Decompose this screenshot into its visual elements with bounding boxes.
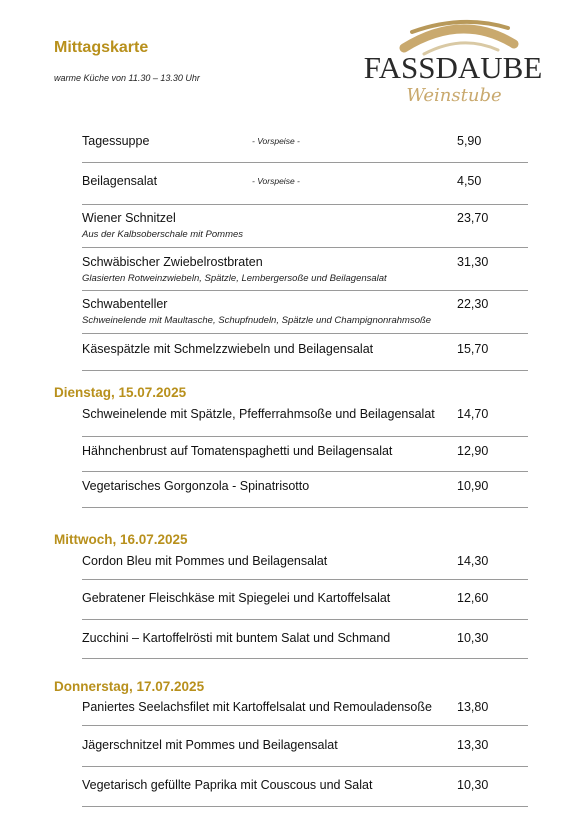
dish-name: Vegetarisch gefüllte Paprika mit Couscous und Salat	[82, 778, 373, 792]
fassdaube-logo	[342, 14, 564, 106]
dish-price: 23,70	[457, 211, 489, 225]
menu-item	[82, 549, 528, 580]
dish-name: Beilagensalat	[82, 174, 158, 188]
menu-item	[82, 402, 528, 437]
dish-price: 12,60	[457, 591, 489, 605]
dish-price: 10,90	[457, 479, 489, 493]
menu-title: Mittagskarte	[54, 39, 149, 56]
menu-item	[82, 767, 528, 807]
dish-category: - Vorspeise -	[252, 136, 300, 146]
dish-name: Zucchini – Kartoffelrösti mit buntem Salat und Schmand	[82, 631, 391, 645]
menu-item	[82, 291, 528, 334]
dish-price: 13,30	[457, 738, 489, 752]
dish-price: 10,30	[457, 631, 489, 645]
dish-description: Schweinelende mit Maultasche, Schupfnudeln, Spätzle und Champignonrahmsoße	[82, 315, 432, 326]
logo-name: FASSDAUBE	[363, 50, 543, 85]
dish-name: Schweinelende mit Spätzle, Pfefferrahmsoße und Beilagensalat	[82, 407, 435, 421]
dish-price: 13,80	[457, 700, 489, 714]
dish-name: Gebratener Fleischkäse mit Spiegelei und Kartoffelsalat	[82, 591, 391, 605]
dish-price: 10,30	[457, 778, 489, 792]
menu-item	[82, 205, 528, 248]
dish-description: Aus der Kalbsoberschale mit Pommes	[82, 229, 244, 240]
menu-item	[82, 163, 528, 205]
menu-item	[82, 696, 528, 726]
dish-price: 14,30	[457, 554, 489, 568]
dish-name: Schwäbischer Zwiebelrostbraten	[82, 255, 263, 269]
dish-price: 22,30	[457, 297, 489, 311]
dish-price: 14,70	[457, 407, 489, 421]
dish-price: 12,90	[457, 444, 489, 458]
menu-item	[82, 580, 528, 620]
menu-item	[82, 472, 528, 508]
dish-name: Jägerschnitzel mit Pommes und Beilagensalat	[82, 738, 338, 752]
menu-item	[82, 620, 528, 659]
dish-name: Paniertes Seelachsfilet mit Kartoffelsalat und Remouladensoße	[82, 700, 432, 714]
menu-subtitle: warme Küche von 11.30 – 13.30 Uhr	[54, 73, 200, 83]
dish-category: - Vorspeise -	[252, 176, 300, 186]
dish-name: Tagessuppe	[82, 134, 150, 148]
dish-price: 31,30	[457, 255, 489, 269]
dish-name: Hähnchenbrust auf Tomatenspaghetti und Beilagensalat	[82, 444, 393, 458]
dish-price: 4,50	[457, 174, 482, 188]
menu-item	[82, 334, 528, 371]
day-heading: Mittwoch, 16.07.2025	[54, 532, 188, 547]
menu-item	[82, 248, 528, 291]
dish-price: 5,90	[457, 134, 482, 148]
dish-name: Käsespätzle mit Schmelzzwiebeln und Beilagensalat	[82, 342, 374, 356]
menu-item	[82, 437, 528, 472]
menu-item	[82, 726, 528, 767]
dish-name: Schwabenteller	[82, 297, 168, 311]
day-heading: Dienstag, 15.07.2025	[54, 385, 187, 400]
logo-script: Weinstube	[406, 85, 502, 106]
dish-name: Wiener Schnitzel	[82, 211, 176, 225]
dish-description: Glasierten Rotweinzwiebeln, Spätzle, Lembergersoße und Beilagensalat	[82, 273, 387, 284]
day-heading: Donnerstag, 17.07.2025	[54, 679, 205, 694]
dish-price: 15,70	[457, 342, 489, 356]
dish-name: Cordon Bleu mit Pommes und Beilagensalat	[82, 554, 328, 568]
dish-name: Vegetarisches Gorgonzola - Spinatrisotto	[82, 479, 310, 493]
menu-item	[82, 124, 528, 163]
